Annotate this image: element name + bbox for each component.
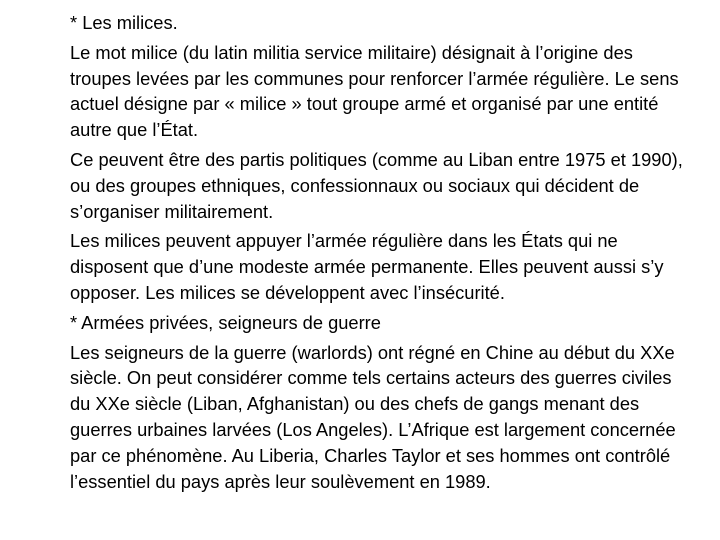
paragraph-milices-armee: Les milices peuvent appuyer l’armée régulière dans les États qui ne disposent que d’une modeste armée permanente. Elles peuvent aussi s’y opposer. Les milices se développent avec l’insécurité.: [70, 230, 664, 303]
paragraph-partis-groupes: Ce peuvent être des partis politiques (comme au Liban entre 1975 et 1990), ou des groupes ethniques, confessionnaux ou sociaux qui décident de s’organiser militairement.: [70, 148, 683, 222]
text-block: [70, 10, 688, 494]
heading-milices: * Les milices.: [70, 12, 178, 33]
heading-armees-privees: * Armées privées, seigneurs de guerre: [70, 311, 381, 333]
paragraph-seigneurs-guerre: Les seigneurs de la guerre (warlords) ont régné en Chine au début du XXe siècle. On peut considérer comme tels certains acteurs des guerres civiles du XXe siècle (Liban, Afghanistan) ou des chefs de gangs menant des guerres urbaines larvées (Los Angeles). L’Afrique est largement concernée par ce phénomène. Au Liberia, Charles Taylor et ses hommes ont contrôlé l’essentiel du pays après leur soulèvement en 1989.: [70, 341, 676, 492]
paragraph-definition-milice: Le mot milice (du latin militia service militaire) désignait à l’origine des troupes levées par les communes pour renforcer l’armée régulière. Le sens actuel désigne par « milice » tout groupe armé et organisé par une entité autre que l’État.: [70, 41, 679, 141]
